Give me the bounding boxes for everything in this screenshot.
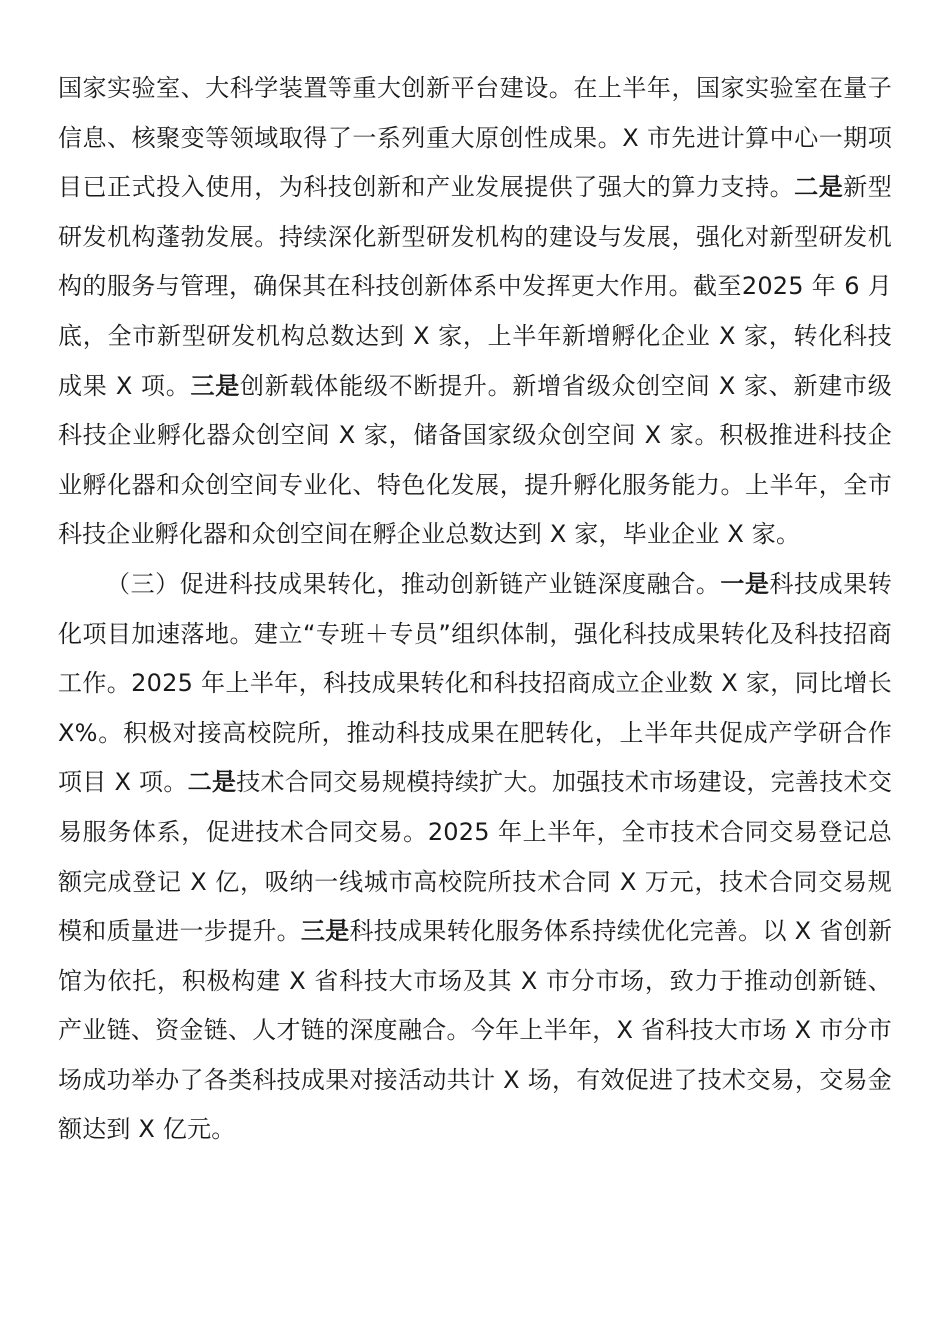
bold-marker-third: 三是 (190, 371, 241, 400)
text-segment: 新型研发机构蓬勃发展。持续深化新型研发机构的建设与发展，强化对新型研发机构的服务与管理，确保其在科技创新体系中发挥更大作用。截至2025 年 6 月底，全市新型研发机构总数达到 X 家，上半年新增孵化企业 X 家，转化科技成果 X 项。 (58, 173, 892, 400)
paragraph-innovation-platforms (58, 64, 892, 560)
paragraph-tech-transfer (58, 560, 892, 1155)
text-segment: 国家实验室、大科学装置等重大创新平台建设。在上半年，国家实验室在量子信息、核聚变等领域取得了一系列重大原创性成果。X 市先进计算中心一期项目已正式投入使用，为科技创新和产业发展提供了强大的算力支持。 (58, 74, 892, 202)
text-segment: 科技成果转化服务体系持续优化完善。以 X 省创新馆为依托，积极构建 X 省科技大市场及其 X 市分市场，致力于推动创新链、产业链、资金链、人才链的深度融合。今年上半年，X 省科技大市场 X 市分市场成功举办了各类科技成果对接活动共计 X 场，有效促进了技术交易，交易金额达到 X 亿元。 (58, 917, 893, 1144)
section-heading-three: （三）促进科技成果转化，推动创新链产业链深度融合。 (106, 569, 721, 598)
text-segment: 创新载体能级不断提升。新增省级众创空间 X 家、新建市级科技企业孵化器众创空间 X 家，储备国家级众创空间 X 家。积极推进科技企业孵化器和众创空间专业化、特色化发展，提升孵化服务能力。上半年，全市科技企业孵化器和众创空间在孵企业总数达到 X 家，毕业企业 X 家。 (58, 371, 892, 549)
bold-marker-second: 二是 (187, 768, 237, 797)
document-page (58, 64, 892, 1155)
bold-marker-second: 二是 (794, 173, 844, 202)
bold-marker-third: 三是 (300, 917, 350, 946)
text-segment: 科技成果转化项目加速落地。建立“专班＋专员”组织体制，强化科技成果转化及科技招商工作。2025 年上半年，科技成果转化和科技招商成立企业数 X 家，同比增长 X%。积极对接高校院所，推动科技成果在肥转化，上半年共促成产学研合作项目 X 项。 (58, 569, 893, 797)
text-segment: 技术合同交易规模持续扩大。加强技术市场建设，完善技术交易服务体系，促进技术合同交易。2025 年上半年，全市技术合同交易登记总额完成登记 X 亿，吸纳一线城市高校院所技术合同 X 万元，技术合同交易规模和质量进一步提升。 (58, 768, 893, 946)
bold-marker-first: 一是 (720, 569, 770, 598)
